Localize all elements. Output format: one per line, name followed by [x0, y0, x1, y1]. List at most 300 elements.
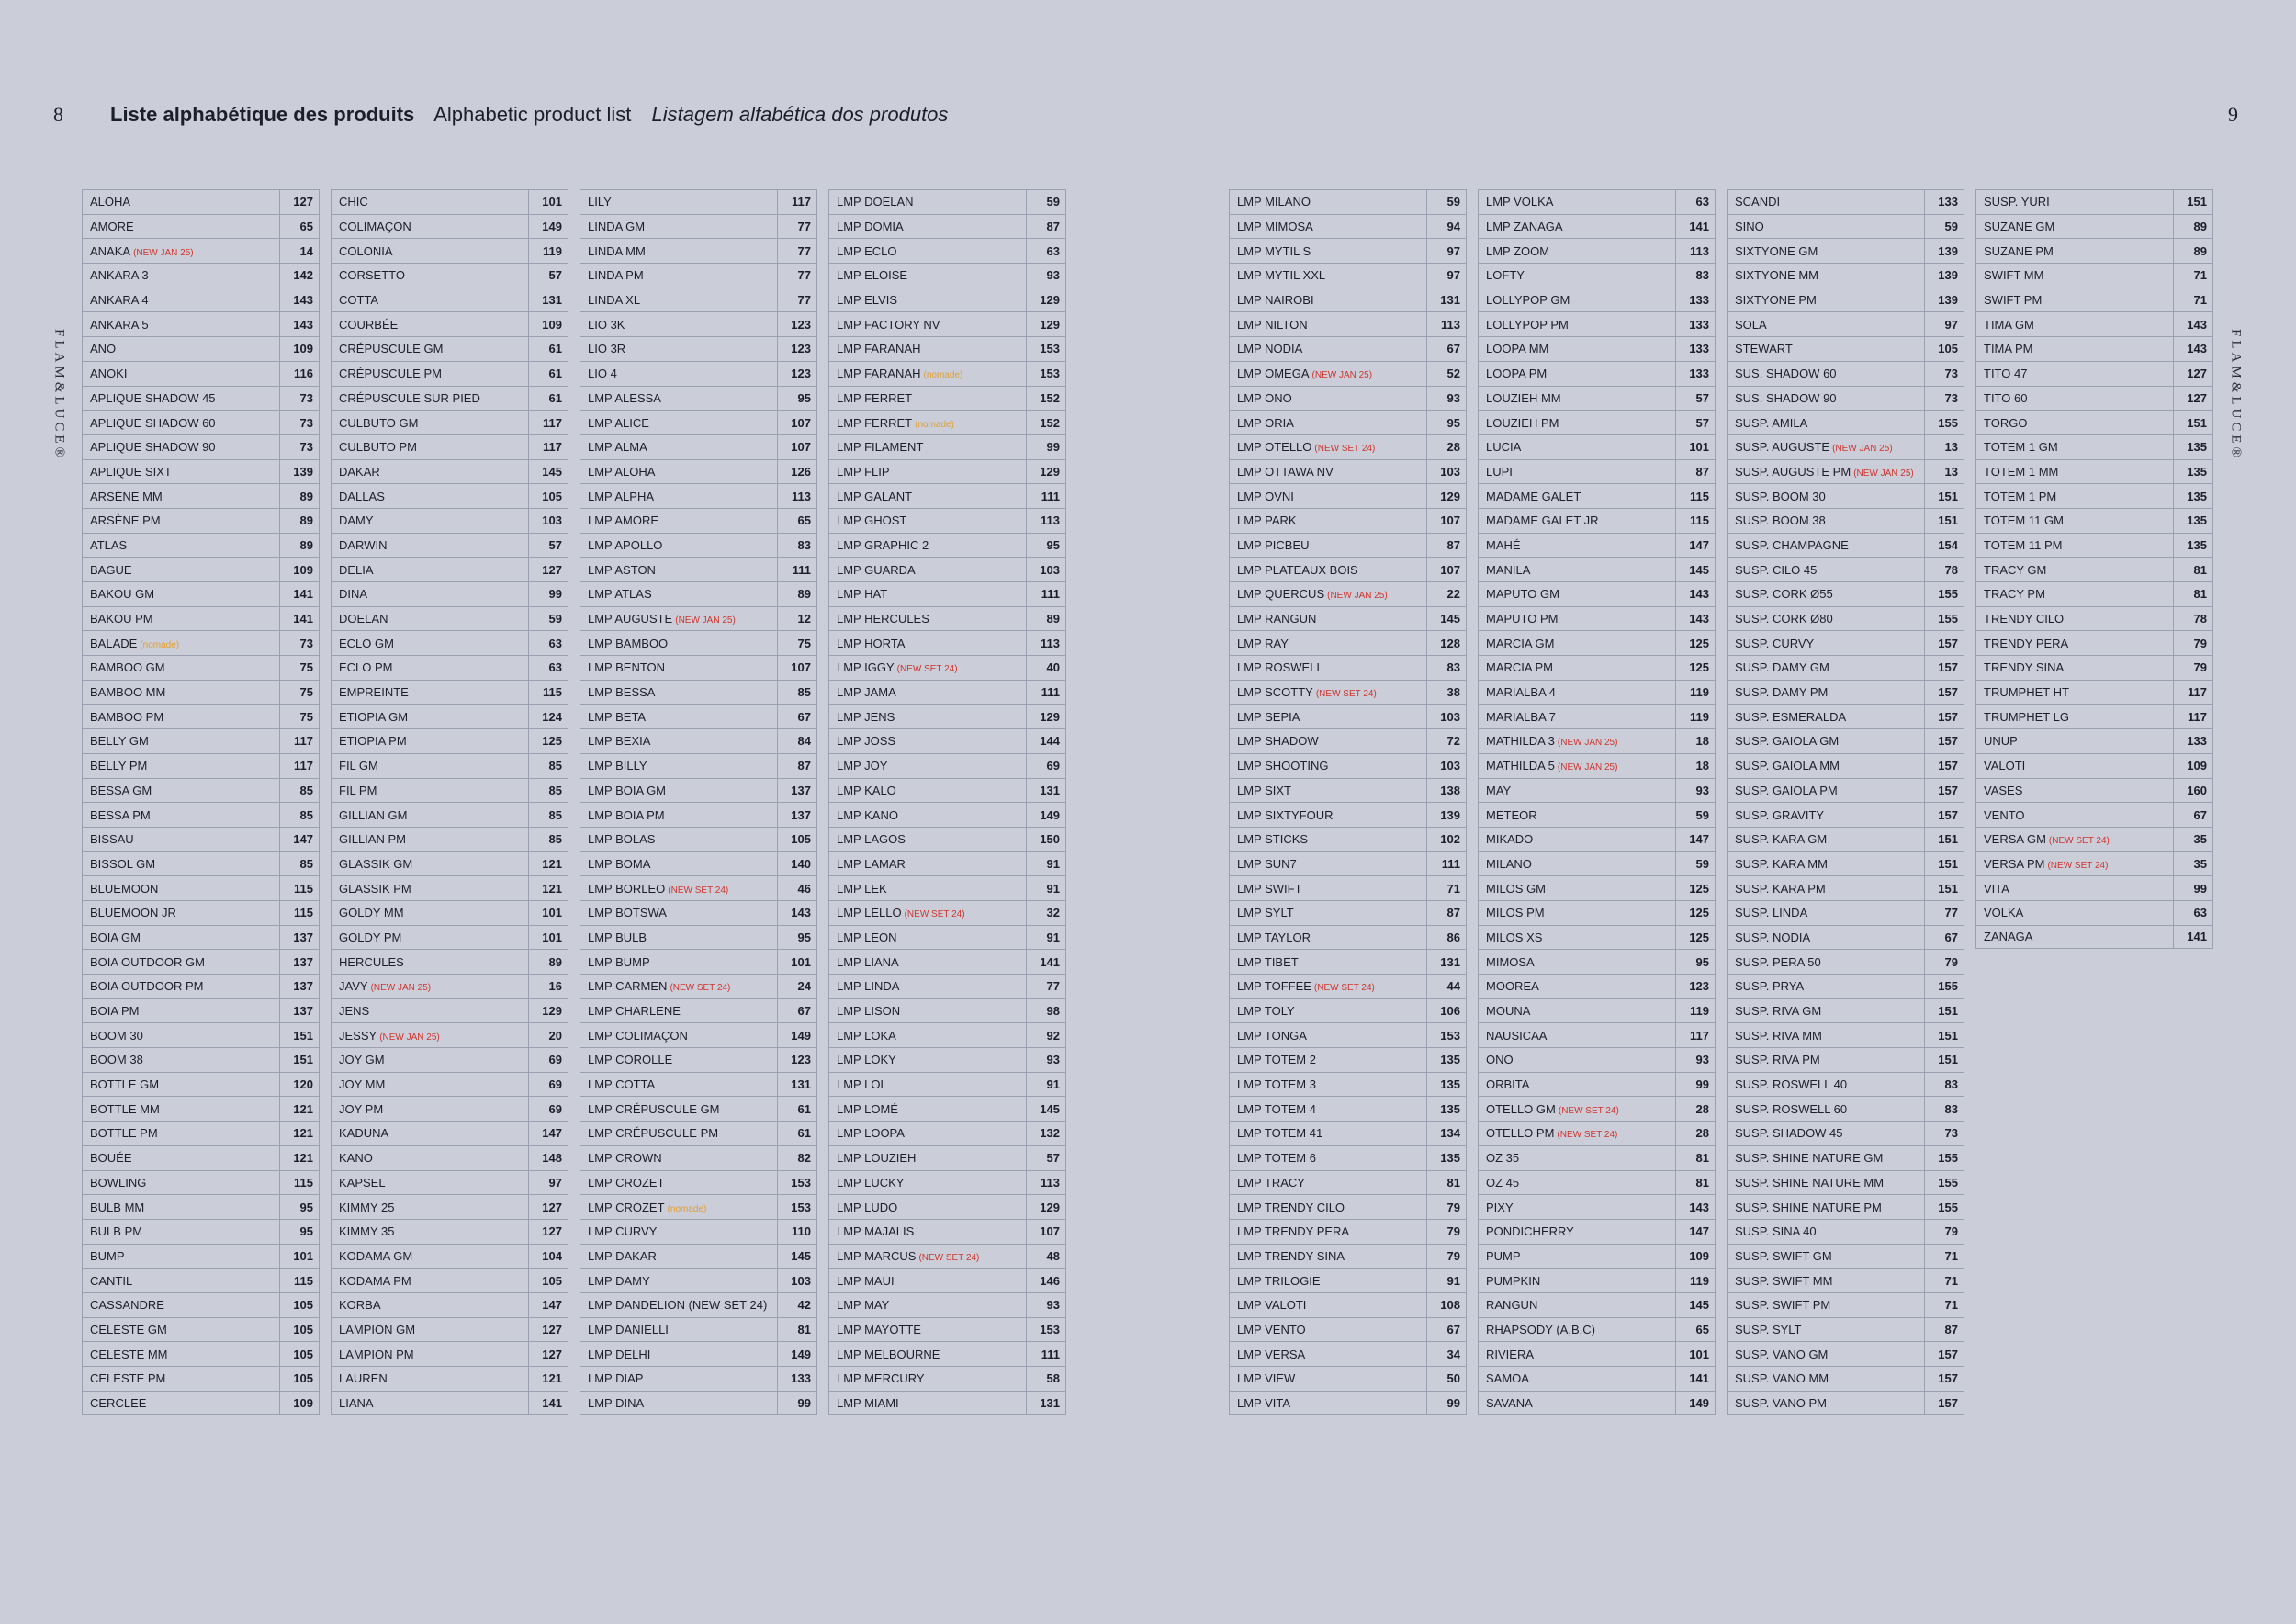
- product-page-number: 157: [1924, 705, 1964, 728]
- title-portuguese: Listagem alfabética dos produtos: [651, 103, 949, 126]
- product-name: LMP ASTON: [588, 562, 656, 577]
- product-page-number: 137: [279, 950, 319, 974]
- product-name: LMP SWIFT: [1237, 881, 1302, 896]
- product-row: [580, 1341, 817, 1366]
- product-row: [82, 655, 320, 680]
- product-row: [1229, 1268, 1467, 1292]
- product-row: [580, 459, 817, 484]
- product-page-number: 127: [528, 1220, 568, 1244]
- product-page-number: 120: [279, 1073, 319, 1097]
- product-page-number: 69: [528, 1097, 568, 1121]
- product-row: [331, 1391, 568, 1415]
- product-tag: (nomade): [923, 370, 963, 381]
- product-page-number: 89: [279, 534, 319, 558]
- product-page-number: 131: [528, 288, 568, 312]
- product-page-number: 107: [777, 411, 816, 434]
- product-row: [1975, 925, 2213, 950]
- product-page-number: 81: [2173, 582, 2212, 606]
- product-name: ORBITA: [1486, 1077, 1530, 1092]
- product-page-number: 121: [279, 1146, 319, 1170]
- product-row: [1727, 361, 1964, 386]
- product-row: [331, 1292, 568, 1317]
- product-tag: (NEW SET 24): [670, 983, 731, 994]
- product-page-number: 40: [1026, 656, 1065, 680]
- product-page-number: 107: [1426, 509, 1466, 533]
- product-name: MADAME GALET: [1486, 489, 1581, 503]
- product-name: BESSA PM: [90, 807, 151, 822]
- product-page-number: 91: [1026, 1073, 1065, 1097]
- product-page-number: 127: [528, 1195, 568, 1219]
- product-row: [82, 311, 320, 336]
- product-name: DAMY: [339, 513, 374, 528]
- product-row: [828, 851, 1066, 876]
- product-page-number: 48: [1026, 1245, 1065, 1269]
- product-page-number: 140: [777, 852, 816, 876]
- product-row: [1229, 1145, 1467, 1170]
- product-name: LMP PICBEU: [1237, 537, 1310, 552]
- product-page-number: 18: [1675, 729, 1715, 753]
- product-name: LMP DOMIA: [837, 220, 904, 234]
- product-name: LOUZIEH PM: [1486, 415, 1559, 430]
- product-name: SUSP. ESMERALDA: [1735, 709, 1847, 724]
- product-name: SUSP. DAMY PM: [1735, 685, 1829, 700]
- product-row: [331, 1317, 568, 1342]
- product-page-number: 115: [528, 681, 568, 705]
- product-page-number: 151: [1924, 999, 1964, 1023]
- product-page-number: 133: [1675, 337, 1715, 361]
- product-row: [1975, 900, 2213, 925]
- product-name: SIXTYONE MM: [1735, 268, 1819, 283]
- product-name: LMP CURVY: [588, 1224, 658, 1239]
- product-row: [1478, 1366, 1716, 1391]
- product-name: OTELLO PM (NEW SET 24): [1486, 1126, 1618, 1141]
- product-name: SUSP. KARA MM: [1735, 856, 1828, 871]
- product-name: APLIQUE SHADOW 60: [90, 415, 216, 430]
- product-page-number: 22: [1426, 582, 1466, 606]
- product-page-number: 85: [279, 779, 319, 803]
- product-name: LMP OVNI: [1237, 489, 1294, 503]
- product-row: [1727, 386, 1964, 411]
- product-page-number: 95: [279, 1195, 319, 1219]
- product-page-number: 127: [2173, 362, 2212, 386]
- product-row: [828, 189, 1066, 214]
- product-row: [1727, 311, 1964, 336]
- product-name: LMP ELVIS: [837, 293, 897, 308]
- product-page-number: 73: [1924, 362, 1964, 386]
- product-name: LMP TIBET: [1237, 954, 1299, 969]
- product-name: LMP MAJALIS: [837, 1224, 915, 1239]
- product-name: LMP FERRET: [837, 390, 913, 405]
- product-row: [1478, 288, 1716, 312]
- product-name: SUSP. BOOM 38: [1735, 513, 1826, 528]
- product-page-number: 87: [1426, 901, 1466, 925]
- product-name: BLUEMOON: [90, 881, 159, 896]
- product-page-number: 117: [777, 190, 816, 214]
- product-name: BLUEMOON JR: [90, 906, 176, 920]
- product-page-number: 135: [2173, 534, 2212, 558]
- product-page-number: 81: [1426, 1171, 1466, 1195]
- product-name: MADAME GALET JR: [1486, 513, 1599, 528]
- product-row: [331, 459, 568, 484]
- product-name: BAKOU PM: [90, 612, 153, 626]
- product-name: BOTTLE MM: [90, 1101, 160, 1116]
- product-row: [1229, 459, 1467, 484]
- product-name: TRUMPHET HT: [1984, 685, 2069, 700]
- product-page-number: 135: [1426, 1146, 1466, 1170]
- product-row: [828, 214, 1066, 239]
- product-page-number: 28: [1675, 1122, 1715, 1145]
- product-page-number: 14: [279, 239, 319, 263]
- product-name: ANOKI: [90, 367, 128, 381]
- product-page-number: 32: [1026, 901, 1065, 925]
- product-row: [1229, 655, 1467, 680]
- product-page-number: 79: [1426, 1220, 1466, 1244]
- product-name: AMORE: [90, 220, 134, 234]
- product-name: LMP TRENDY PERA: [1237, 1224, 1350, 1239]
- product-row: [828, 728, 1066, 753]
- product-page-number: 121: [528, 852, 568, 876]
- product-page-number: 89: [279, 484, 319, 508]
- product-page-number: 117: [1675, 1023, 1715, 1047]
- product-row: [82, 704, 320, 728]
- product-row: [1727, 1244, 1964, 1269]
- product-name: SUSP. SWIFT MM: [1735, 1273, 1833, 1288]
- product-row: [1478, 508, 1716, 533]
- product-page-number: 131: [1426, 288, 1466, 312]
- product-name: MARIALBA 4: [1486, 685, 1556, 700]
- product-page-number: 91: [1426, 1269, 1466, 1292]
- product-row: [828, 949, 1066, 974]
- product-page-number: 157: [1924, 729, 1964, 753]
- product-row: [82, 1022, 320, 1047]
- product-row: [1975, 459, 2213, 484]
- product-page-number: 44: [1426, 975, 1466, 998]
- product-row: [828, 630, 1066, 655]
- product-page-number: 119: [1675, 681, 1715, 705]
- product-page-number: 121: [279, 1097, 319, 1121]
- product-name: LMP DOELAN: [837, 195, 914, 209]
- product-name: LMP TRACY: [1237, 1175, 1305, 1190]
- product-row: [828, 1145, 1066, 1170]
- product-name: RHAPSODY (A,B,C): [1486, 1322, 1595, 1336]
- product-name: LMP LUCKY: [837, 1175, 905, 1190]
- product-name: LMP HERCULES: [837, 612, 929, 626]
- product-name: ZANAGA: [1984, 930, 2033, 944]
- product-page-number: 113: [1675, 239, 1715, 263]
- product-name: ATLAS: [90, 537, 128, 552]
- product-row: [82, 925, 320, 950]
- product-name: ANO: [90, 342, 117, 356]
- product-name: LMP DANIELLI: [588, 1322, 669, 1336]
- product-row: [1478, 606, 1716, 631]
- product-name: JENS: [339, 1004, 370, 1019]
- product-row: [828, 557, 1066, 581]
- product-name: COURBÉE: [339, 317, 399, 332]
- product-row: [1727, 214, 1964, 239]
- product-name: BOIA GM: [90, 930, 141, 944]
- product-name: LMP DAMY: [588, 1273, 650, 1288]
- product-row: [331, 606, 568, 631]
- product-page-number: 63: [1675, 190, 1715, 214]
- product-page-number: 20: [528, 1023, 568, 1047]
- product-name: LMP DINA: [588, 1395, 645, 1410]
- product-row: [828, 998, 1066, 1023]
- product-name: LMP LIANA: [837, 954, 899, 969]
- product-name: LMP TOTEM 4: [1237, 1101, 1316, 1116]
- product-name: TIMA PM: [1984, 342, 2033, 356]
- product-name: SUSP. AUGUSTE PM (NEW JAN 25): [1735, 464, 1914, 479]
- product-row: [331, 508, 568, 533]
- product-page-number: 59: [1426, 190, 1466, 214]
- product-page-number: 109: [1675, 1245, 1715, 1269]
- product-name: LAMPION PM: [339, 1347, 414, 1361]
- product-page-number: 85: [528, 779, 568, 803]
- product-page-number: 61: [528, 387, 568, 411]
- product-name: FIL GM: [339, 759, 378, 773]
- product-name: LMP KALO: [837, 783, 896, 797]
- product-name: LMP APOLLO: [588, 537, 663, 552]
- product-page-number: 111: [777, 558, 816, 581]
- product-name: KODAMA GM: [339, 1248, 413, 1263]
- product-page-number: 139: [1924, 239, 1964, 263]
- product-row: [331, 238, 568, 263]
- product-page-number: 138: [1426, 779, 1466, 803]
- product-page-number: 105: [528, 484, 568, 508]
- product-name: SUSP. SHINE NATURE PM: [1735, 1200, 1882, 1214]
- product-name: APLIQUE SHADOW 90: [90, 440, 216, 455]
- product-row: [82, 1096, 320, 1121]
- product-row: [828, 459, 1066, 484]
- product-page-number: 84: [777, 729, 816, 753]
- product-name: VALOTI: [1984, 759, 2026, 773]
- product-column-6: [1478, 189, 1716, 1415]
- product-page-number: 143: [1675, 1195, 1715, 1219]
- product-name: LMP OTELLO (NEW SET 24): [1237, 440, 1376, 455]
- product-page-number: 103: [777, 1269, 816, 1292]
- product-row: [580, 1072, 817, 1097]
- product-page-number: 67: [2173, 803, 2212, 827]
- product-row: [1727, 680, 1964, 705]
- product-name: CRÉPUSCULE GM: [339, 342, 444, 356]
- product-row: [331, 1194, 568, 1219]
- product-row: [1727, 1268, 1964, 1292]
- product-row: [1478, 728, 1716, 753]
- product-name: LMP MAUI: [837, 1273, 895, 1288]
- product-row: [331, 802, 568, 827]
- product-tag: (NEW SET 24): [1558, 1105, 1619, 1116]
- product-row: [1229, 851, 1467, 876]
- product-name: SUSP. ROSWELL 40: [1735, 1077, 1848, 1092]
- product-page-number: 81: [2173, 558, 2212, 581]
- product-page-number: 93: [1675, 779, 1715, 803]
- product-name: LMP SIXTYFOUR: [1237, 807, 1334, 822]
- product-name: BOIA OUTDOOR GM: [90, 954, 205, 969]
- product-row: [82, 1366, 320, 1391]
- product-name: ANKARA 3: [90, 268, 149, 283]
- product-name: LMP TOTEM 3: [1237, 1077, 1316, 1092]
- product-page-number: 59: [1026, 190, 1065, 214]
- product-page-number: 57: [1675, 387, 1715, 411]
- product-row: [82, 189, 320, 214]
- product-page-number: 28: [1426, 435, 1466, 459]
- product-column-1: [82, 189, 320, 1415]
- product-row: [828, 1170, 1066, 1195]
- product-name: SIXTYONE PM: [1735, 293, 1817, 308]
- product-page-number: 72: [1426, 729, 1466, 753]
- product-row: [580, 949, 817, 974]
- product-row: [828, 1292, 1066, 1317]
- product-name: COTTA: [339, 293, 379, 308]
- product-row: [1727, 1292, 1964, 1317]
- product-page-number: 111: [1426, 852, 1466, 876]
- product-page-number: 151: [279, 1048, 319, 1072]
- product-page-number: 123: [777, 1048, 816, 1072]
- product-row: [82, 802, 320, 827]
- product-page-number: 157: [1924, 631, 1964, 655]
- product-row: [1478, 1096, 1716, 1121]
- product-row: [580, 263, 817, 288]
- product-page-number: 157: [1924, 1367, 1964, 1391]
- product-row: [580, 386, 817, 411]
- product-row: [1727, 998, 1964, 1023]
- product-row: [828, 1194, 1066, 1219]
- product-name: VENTO: [1984, 807, 2025, 822]
- product-page-number: 135: [1426, 1048, 1466, 1072]
- product-row: [1975, 851, 2213, 876]
- product-page-number: 157: [1924, 1342, 1964, 1366]
- product-name: LMP TOTEM 41: [1237, 1126, 1323, 1141]
- product-name: LMP LOKA: [837, 1028, 896, 1043]
- product-row: [828, 410, 1066, 434]
- product-row: [828, 875, 1066, 900]
- product-column-5: [1229, 189, 1467, 1415]
- product-name: LMP TRENDY CILO: [1237, 1200, 1345, 1214]
- product-name: MARCIA GM: [1486, 636, 1555, 650]
- product-name: TORGO: [1984, 415, 2028, 430]
- product-row: [580, 925, 817, 950]
- product-row: [1975, 728, 2213, 753]
- product-page-number: 99: [1675, 1073, 1715, 1097]
- product-name: RIVIERA: [1486, 1347, 1535, 1361]
- product-row: [580, 1268, 817, 1292]
- product-page-number: 63: [528, 631, 568, 655]
- product-row: [580, 214, 817, 239]
- product-tag: (NEW JAN 25): [1311, 370, 1373, 381]
- product-row: [580, 680, 817, 705]
- product-page-number: 71: [2173, 288, 2212, 312]
- product-name: GILLIAN PM: [339, 832, 406, 847]
- product-name: ANKARA 4: [90, 293, 149, 308]
- product-row: [1975, 508, 2213, 533]
- product-row: [1229, 483, 1467, 508]
- product-name: SUSP. GAIOLA MM: [1735, 759, 1840, 773]
- product-page-number: 151: [1924, 852, 1964, 876]
- product-page-number: 115: [279, 1269, 319, 1292]
- product-row: [1727, 1145, 1964, 1170]
- product-row: [1229, 802, 1467, 827]
- product-row: [1727, 925, 1964, 950]
- product-row: [1975, 434, 2213, 459]
- product-page-number: 155: [1924, 607, 1964, 631]
- product-name: LMP NAIROBI: [1237, 293, 1314, 308]
- product-name: JOY GM: [339, 1053, 385, 1067]
- product-row: [331, 1341, 568, 1366]
- title-english: Alphabetic product list: [433, 103, 632, 126]
- product-row: [580, 753, 817, 778]
- product-page-number: 123: [1675, 975, 1715, 998]
- product-row: [331, 630, 568, 655]
- product-name: MAPUTO GM: [1486, 587, 1559, 602]
- product-name: LMP TOTEM 2: [1237, 1053, 1316, 1067]
- page-number-left: 8: [53, 103, 63, 126]
- product-row: [1229, 900, 1467, 925]
- product-row: [580, 851, 817, 876]
- product-row: [1478, 459, 1716, 484]
- product-row: [1727, 508, 1964, 533]
- product-row: [1975, 238, 2213, 263]
- product-row: [580, 1317, 817, 1342]
- product-page-number: 129: [1026, 312, 1065, 336]
- product-name: LOLLYPOP GM: [1486, 293, 1570, 308]
- product-page-number: 143: [777, 901, 816, 925]
- product-page-number: 152: [1026, 387, 1065, 411]
- product-name: LMP OMEGA (NEW JAN 25): [1237, 367, 1373, 381]
- product-page-number: 119: [528, 239, 568, 263]
- product-page-number: 137: [777, 779, 816, 803]
- product-row: [1478, 1194, 1716, 1219]
- product-name: LMP CHARLENE: [588, 1004, 681, 1019]
- product-page-number: 65: [1675, 1318, 1715, 1342]
- product-row: [82, 1391, 320, 1415]
- product-row: [580, 434, 817, 459]
- product-page-number: 133: [777, 1367, 816, 1391]
- product-name: LMP AMORE: [588, 513, 659, 528]
- product-name: LOLLYPOP PM: [1486, 317, 1569, 332]
- product-name: APLIQUE SHADOW 45: [90, 390, 216, 405]
- product-row: [1975, 336, 2213, 361]
- product-page-number: 135: [2173, 509, 2212, 533]
- product-page-number: 103: [1426, 460, 1466, 484]
- product-column-4: [828, 189, 1066, 1415]
- product-name: SUSP. GAIOLA PM: [1735, 783, 1838, 797]
- product-row: [1727, 655, 1964, 680]
- product-name: SUSP. CILO 45: [1735, 562, 1818, 577]
- product-page-number: 126: [777, 460, 816, 484]
- product-row: [331, 655, 568, 680]
- product-tag: (NEW SET 24): [2047, 860, 2109, 871]
- product-page-number: 145: [1026, 1097, 1065, 1121]
- product-name: KANO: [339, 1151, 373, 1166]
- product-name: ANKARA 5: [90, 317, 149, 332]
- product-row: [1229, 508, 1467, 533]
- product-name: SCANDI: [1735, 195, 1781, 209]
- product-name: BOTTLE PM: [90, 1126, 158, 1141]
- product-page-number: 105: [528, 1269, 568, 1292]
- product-row: [1975, 361, 2213, 386]
- product-name: BAMBOO GM: [90, 660, 165, 675]
- product-row: [1727, 288, 1964, 312]
- product-row: [82, 263, 320, 288]
- product-name: CULBUTO PM: [339, 440, 417, 455]
- product-page-number: 143: [1675, 582, 1715, 606]
- product-row: [580, 606, 817, 631]
- product-name: BISSOL GM: [90, 856, 156, 871]
- product-tag: (NEW SET 24): [904, 909, 965, 920]
- product-name: LAMPION GM: [339, 1322, 416, 1336]
- product-page-number: 119: [1675, 1269, 1715, 1292]
- product-name: SWIFT MM: [1984, 268, 2044, 283]
- product-page-number: 85: [528, 828, 568, 851]
